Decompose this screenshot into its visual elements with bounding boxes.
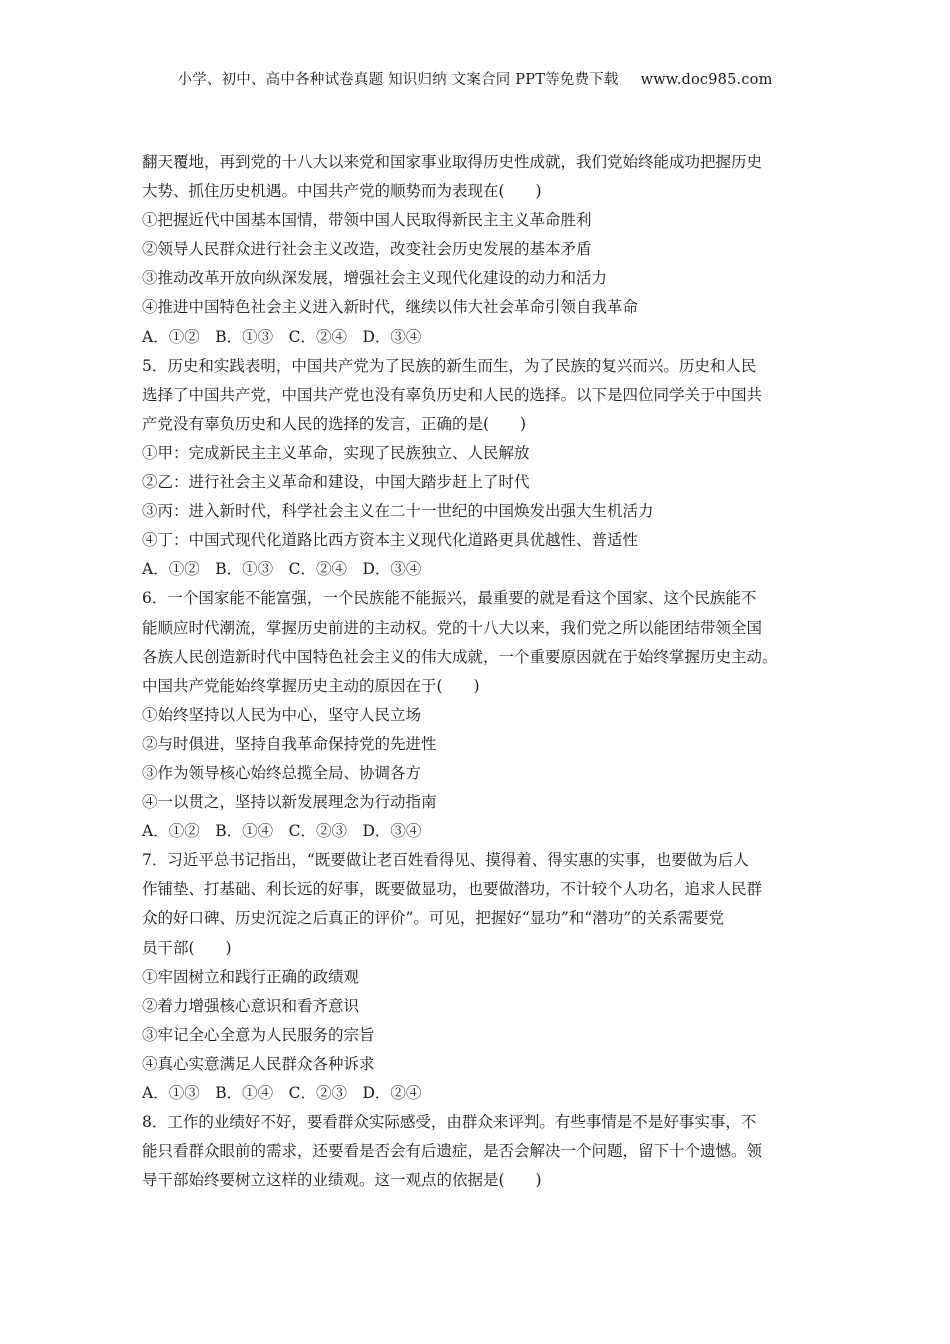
exam-content — [142, 148, 822, 1195]
answer-choices: A．①② B．①④ C．②③ D．③④ — [142, 822, 422, 841]
text-line: 大势、抓住历史机遇。中国共产党的顺势而为表现在( ) — [142, 182, 542, 201]
option-line: ①把握近代中国基本国情，带领中国人民取得新民主主义革命胜利 — [142, 211, 592, 230]
text-line: 员干部( ) — [142, 938, 232, 957]
question-5-text: 5．历史和实践表明，中国共产党为了民族的新生而生，为了民族的复兴而兴。历史和人民 — [142, 356, 757, 375]
option-line: ③作为领导核心始终总揽全局、协调各方 — [142, 763, 422, 782]
question-6-text: 6．一个国家能不能富强，一个民族能不能振兴，最重要的就是看这个国家、这个民族能不 — [142, 589, 757, 608]
text-line: 能只看群众眼前的需求，还要看是否会有后遗症，是否会解决一个问题，留下十个遗憾。领 — [142, 1142, 763, 1161]
option-line: ①甲：完成新民主主义革命，实现了民族独立、人民解放 — [142, 443, 530, 462]
option-line: ④真心实意满足人民群众各种诉求 — [142, 1054, 375, 1073]
text-line: 能顺应时代潮流，掌握历史前进的主动权。党的十八大以来，我们党之所以能团结带领全国 — [142, 618, 763, 637]
header-text: 小学、初中、高中各种试卷真题 知识归纳 文案合同 PPT等免费下载 — [177, 72, 619, 88]
text-line: 众的好口碑、历史沉淀之后真正的评价”。可见，把握好“显功”和“潜功”的关系需要党 — [142, 909, 725, 928]
text-line: 各族人民创造新时代中国特色社会主义的伟大成就，一个重要原因就在于始终掌握历史主动。 — [142, 647, 778, 666]
option-line: ④推进中国特色社会主义进入新时代，继续以伟大社会革命引领自我革命 — [142, 298, 639, 317]
question-8-text: 8．工作的业绩好不好，要看群众实际感受，由群众来评判。有些事情是不是好事实事，不 — [142, 1113, 757, 1132]
option-line: ①牢固树立和践行正确的政绩观 — [142, 967, 360, 986]
header-url[interactable]: www.doc985.com — [640, 72, 773, 88]
option-line: ③推动改革开放向纵深发展，增强社会主义现代化建设的动力和活力 — [142, 269, 608, 288]
question-7-text: 7．习近平总书记指出，“既要做让老百姓看得见、摸得着、得实惠的实事，也要做为后人 — [142, 851, 749, 870]
option-line: ③牢记全心全意为人民服务的宗旨 — [142, 1025, 375, 1044]
option-line: ④丁：中国式现代化道路比西方资本主义现代化道路更具优越性、普适性 — [142, 531, 639, 550]
text-line: 导干部始终要树立这样的业绩观。这一观点的依据是( ) — [142, 1171, 542, 1190]
option-line: ②乙：进行社会主义革命和建设，中国大踏步赶上了时代 — [142, 473, 530, 492]
option-line: ②与时俱进，坚持自我革命保持党的先进性 — [142, 734, 437, 753]
option-line: ①始终坚持以人民为中心，坚守人民立场 — [142, 705, 422, 724]
option-line: ②着力增强核心意识和看齐意识 — [142, 996, 360, 1015]
option-line: ④一以贯之，坚持以新发展理念为行动指南 — [142, 793, 437, 812]
text-line: 产党没有辜负历史和人民的选择的发言，正确的是( ) — [142, 414, 527, 433]
text-line: 选择了中国共产党，中国共产党也没有辜负历史和人民的选择。以下是四位同学关于中国共 — [142, 385, 763, 404]
text-line: 翻天覆地，再到党的十八大以来党和国家事业取得历史性成就，我们党始终能成功把握历史 — [142, 153, 763, 171]
text-line: 作铺垫、打基础、利长远的好事，既要做显功，也要做潜功，不计较个人功名，追求人民群 — [142, 880, 763, 899]
option-line: ②领导人民群众进行社会主义改造，改变社会历史发展的基本矛盾 — [142, 240, 592, 259]
text-line: 中国共产党能始终掌握历史主动的原因在于( ) — [142, 676, 480, 695]
page-header — [0, 68, 950, 89]
answer-choices: A．①③ B．①④ C．②③ D．②④ — [142, 1084, 422, 1102]
answer-choices: A．①② B．①③ C．②④ D．③④ — [142, 327, 422, 346]
answer-choices: A．①② B．①③ C．②④ D．③④ — [142, 560, 422, 579]
option-line: ③丙：进入新时代，科学社会主义在二十一世纪的中国焕发出强大生机活力 — [142, 502, 654, 521]
